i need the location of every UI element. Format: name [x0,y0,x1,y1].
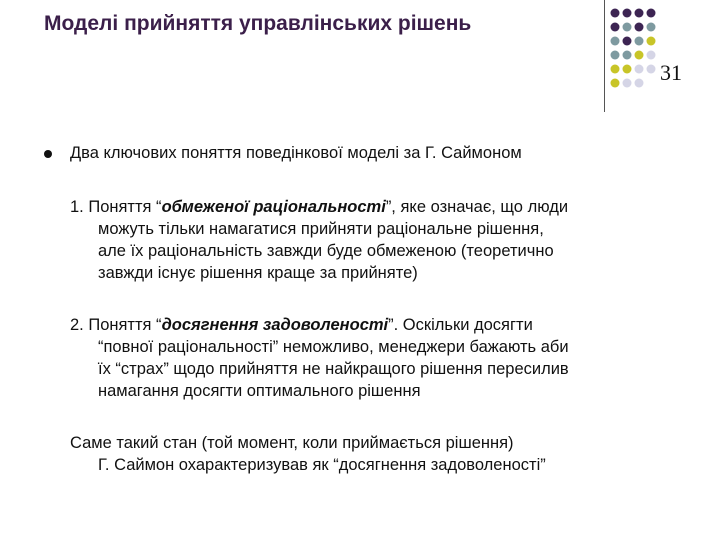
page-number: 31 [660,60,682,85]
point1-term: обмеженої раціональності [161,198,386,216]
decorative-dot [635,65,644,74]
decorative-dot [635,79,644,88]
point1-line: але їх раціональність завжди буде обмеженою (теоретично [98,242,554,260]
divider-line [604,0,605,112]
slide-title: Моделі прийняття управлінських рішень [44,12,472,35]
decorative-dot [623,23,632,32]
bullet-text: Два ключових поняття поведінкової моделі за Г. Саймоном [70,144,522,162]
point1-line: можуть тільки намагатися прийняти раціональне рішення, [98,220,544,238]
point2-term: досягнення задоволеності [161,316,389,334]
bullet-icon [44,150,52,158]
decorative-dot [623,9,632,18]
point2-prefix: 2. Поняття “ [70,316,162,334]
point1-line: завжди існує рішення краще за прийняте) [98,264,418,282]
decorative-dot [611,65,620,74]
point1-prefix: 1. Поняття “ [70,198,162,216]
decorative-dot [647,9,656,18]
point2-line: їх “страх” щодо прийняття не найкращого рішення пересилив [98,360,569,378]
conclusion-line: Г. Саймон охарактеризував як “досягнення задоволеності” [98,456,546,474]
decorative-dot [623,79,632,88]
decorative-dot [647,37,656,46]
point1-suffix: ”, яке означає, що люди [385,198,569,216]
decorative-dot [611,9,620,18]
decorative-dot [647,65,656,74]
conclusion-line: Саме такий стан (той момент, коли приймається рішення) [70,434,514,452]
decorative-dot [647,51,656,60]
decorative-dot [635,23,644,32]
point1-first-line [70,198,568,217]
point2-suffix: ”. Оскільки досягти [388,316,533,334]
decorative-dot [611,37,620,46]
decorative-dot [635,37,644,46]
point2-line: “повної раціональності” неможливо, менеджери бажають аби [98,338,569,356]
decorative-dot [623,51,632,60]
decorative-dot [647,23,656,32]
decorative-dot [611,23,620,32]
decorative-dot [635,9,644,18]
decorative-dot [623,65,632,74]
decorative-dot [623,37,632,46]
point2-line: намагання досягти оптимального рішення [98,382,421,400]
decorative-dot [611,79,620,88]
decorative-dot [635,51,644,60]
decorative-dot [611,51,620,60]
point2-first-line [70,316,533,335]
